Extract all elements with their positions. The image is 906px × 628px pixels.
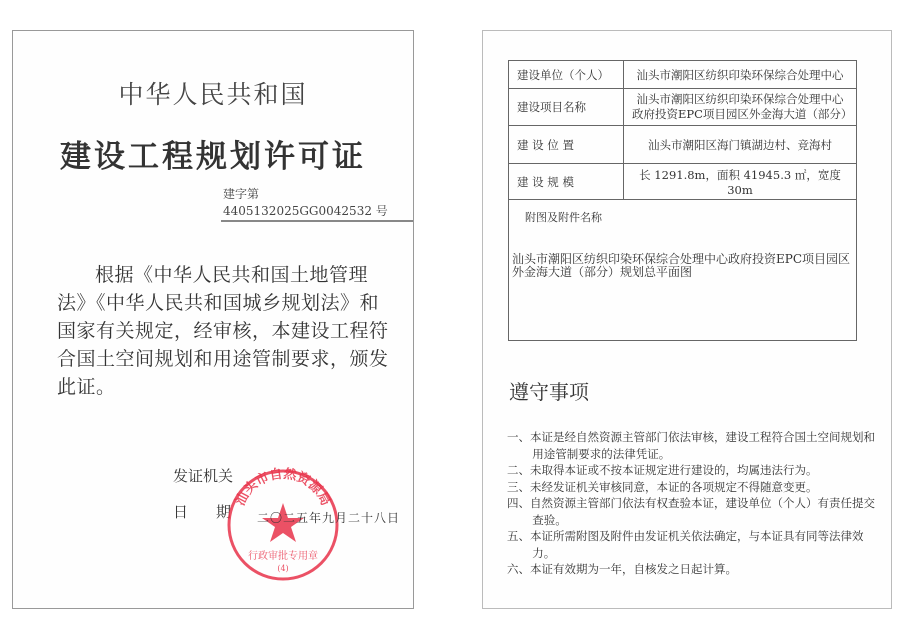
attachments-value: 汕头市潮阳区纺织印染环保综合处理中心政府投资EPC项目园区外金海大道（部分）规划总平面图 [512, 252, 851, 279]
certificate-number [221, 185, 413, 222]
notice-item: 五、本证所需附图及附件由发证机关依法确定，与本证具有同等法律效力。 [507, 529, 864, 560]
issuer-label: 发证机关 [173, 467, 234, 485]
cert-number-label: 建字第 [223, 187, 260, 201]
certificate-body-text: 根据《中华人民共和国土地管理法》《中华人民共和国城乡规划法》和国家有关规定，经审核，本建设工程符合国土空间规划和用途管制要求，颁发此证。 [57, 264, 389, 398]
cert-number-suffix: 号 [375, 204, 388, 218]
project-info-table [508, 60, 857, 341]
notice-item: 二、未取得本证或不按本证规定进行建设的，均属违法行为。 [507, 463, 818, 477]
table-row [509, 89, 857, 126]
notice-item: 六、本证有效期为一年，自核发之日起计算。 [507, 562, 737, 576]
certificate-back-page [482, 30, 892, 609]
row-label: 建设项目名称 [509, 89, 624, 126]
certificate-title: 建设工程规划许可证 [60, 139, 366, 175]
table-row [509, 126, 857, 164]
table-row [509, 61, 857, 89]
country-name: 中华人民共和国 [118, 80, 308, 109]
date-label: 日期 [173, 503, 260, 521]
row-value: 长 1291.8m，面积 41945.3 ㎡，宽度 30m [624, 164, 857, 200]
svg-text:汕头市自然资源局: 汕头市自然资源局 [233, 467, 333, 509]
notice-item: 一、本证是经自然资源主管部门依法审核，建设工程符合国土空间规划和用途管制要求的法律凭证。 [507, 430, 875, 461]
notice-item: 四、自然资源主管部门依法有权查验本证，建设单位（个人）有责任提交查验。 [507, 496, 875, 527]
row-value: 汕头市潮阳区纺织印染环保综合处理中心政府投资EPC项目园区外金海大道（部分） [624, 89, 857, 126]
row-value: 汕头市潮阳区海门镇湖边村、竞海村 [624, 126, 857, 164]
notice-title: 遵守事项 [509, 380, 589, 404]
table-row [509, 164, 857, 200]
cert-number-value: 4405132025GG0042532 [223, 204, 372, 218]
row-label: 建设单位（个人） [509, 61, 624, 89]
row-value: 汕头市潮阳区纺织印染环保综合处理中心 [624, 61, 857, 89]
svg-text:(4): (4) [277, 564, 289, 573]
certificate-front-page [12, 30, 414, 609]
notice-list [507, 429, 875, 578]
row-label: 建 设 位 置 [509, 126, 624, 164]
svg-text:行政审批专用章: 行政审批专用章 [248, 551, 318, 562]
attachments-label: 附图及附件名称 [525, 211, 602, 224]
notice-item: 三、未经发证机关审核同意，本证的各项规定不得随意变更。 [507, 479, 818, 494]
row-label: 建 设 规 模 [509, 164, 624, 200]
table-row-attachments [509, 200, 857, 341]
issue-date: 二〇二五年九月二十八日 [257, 511, 401, 525]
